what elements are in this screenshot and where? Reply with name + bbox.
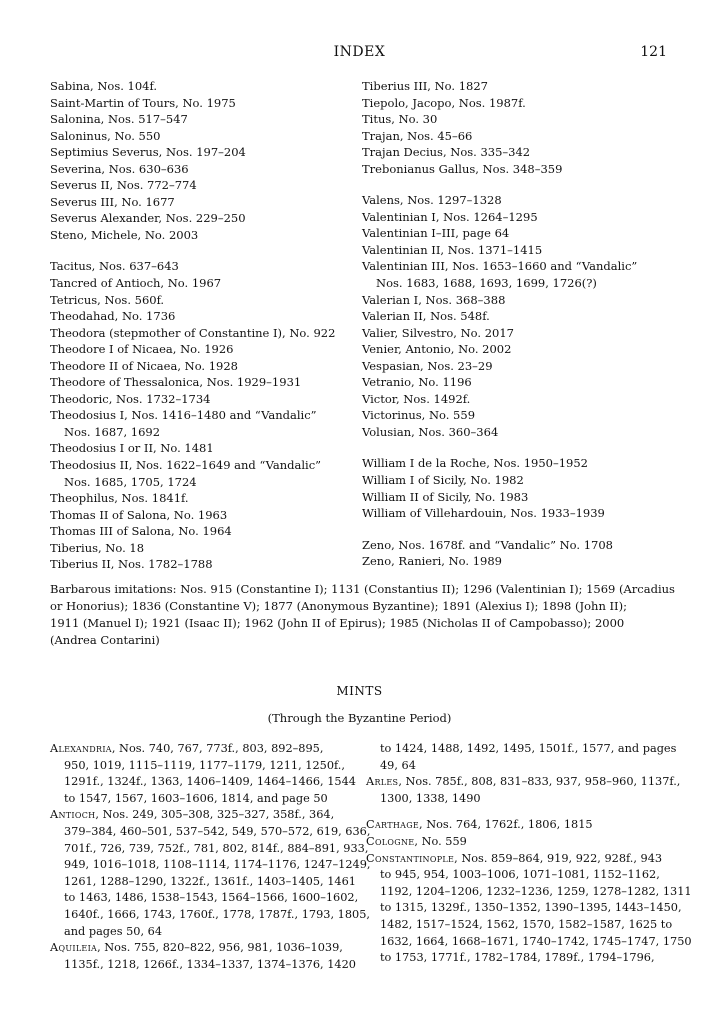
index-entry: Valier, Silvestro, No. 2017	[362, 325, 514, 340]
index-entry: Zeno, Nos. 1678f. and “Vandalic” No. 1708	[362, 537, 613, 552]
index-entry: Venier, Antonio, No. 2002	[362, 342, 512, 357]
mint-refs: and pages 50, 64	[64, 924, 163, 938]
index-entry: Victorinus, No. 559	[362, 408, 476, 423]
barbarous-line: Barbarous imitations: Nos. 915 (Constantine I); 1131 (Constantius II); 1296 (Valentinian I); 1569 (Arcadius	[50, 582, 675, 596]
mint-refs: , Nos. 859–864, 919, 922, 928f., 943	[454, 851, 663, 865]
mint-refs: 1192, 1204–1206, 1232–1236, 1259, 1278–1282, 1311	[380, 884, 692, 898]
index-entry: Tancred of Antioch, No. 1967	[50, 276, 222, 291]
mint-entry-continuation	[50, 824, 371, 841]
mint-name: Constantinople	[366, 851, 455, 865]
index-entry: William of Villehardouin, Nos. 1933–1939	[362, 506, 605, 521]
index-entry: Theodahad, No. 1736	[50, 309, 176, 324]
index-entry: Tiepolo, Jacopo, Nos. 1987f.	[362, 95, 526, 110]
index-entry: Vetranio, No. 1196	[362, 375, 472, 390]
index-entry: Zeno, Ranieri, No. 1989	[362, 554, 502, 569]
index-entry: Volusian, Nos. 360–364	[362, 424, 499, 439]
barbarous-line: or Honorius); 1836 (Constantine V); 1877 (Anonymous Byzantine); 1891 (Alexius I); 1898 (John II);	[50, 599, 627, 613]
index-entry: Nos. 1685, 1705, 1724	[64, 474, 197, 489]
index-entry: Theodore I of Nicaea, No. 1926	[50, 342, 234, 357]
mint-entry-continuation	[50, 924, 355, 941]
mints-section-title: MINTS	[336, 684, 383, 698]
mint-entry-continuation	[366, 867, 671, 884]
index-entry: Severus Alexander, Nos. 229–250	[50, 211, 246, 226]
index-entry: Nos. 1683, 1688, 1693, 1699, 1726(?)	[376, 276, 597, 291]
mint-refs: to 1424, 1488, 1492, 1495, 1501f., 1577, and pages	[380, 742, 677, 755]
index-entry: William II of Sicily, No. 1983	[362, 489, 529, 504]
mint-entry	[50, 940, 355, 957]
mint-refs: 1135f., 1218, 1266f., 1334–1337, 1374–1376, 1420	[64, 957, 356, 971]
mint-refs: 379–384, 460–501, 537–542, 549, 570–572, 619, 636,	[64, 824, 371, 838]
index-entry: Theodosius II, Nos. 1622–1649 and “Vandalic”	[50, 458, 322, 473]
mint-entry-continuation	[366, 950, 671, 967]
mint-refs: to 1463, 1486, 1538–1543, 1564–1566, 1600–1602,	[64, 891, 359, 905]
mints-right-column	[366, 741, 692, 967]
mint-entry-continuation	[50, 857, 371, 874]
index-entry: Valerian I, Nos. 368–388	[362, 292, 506, 307]
mint-refs: to 1547, 1567, 1603–1606, 1814, and page 50	[64, 791, 328, 805]
mint-refs: 49, 64	[380, 758, 416, 772]
mint-entry-continuation	[50, 874, 355, 891]
index-entry: Theodosius I or II, No. 1481	[50, 441, 214, 456]
mint-name: Cologne	[366, 834, 415, 848]
index-entry: Valentinian II, Nos. 1371–1415	[362, 242, 543, 257]
mint-entry-continuation	[50, 907, 370, 924]
mint-entry-continuation	[366, 791, 671, 808]
mint-refs: 1640f., 1666, 1743, 1760f., 1778, 1787f., 1793, 1805,	[64, 907, 370, 921]
entry-gap	[362, 522, 672, 537]
mint-refs: 1261, 1288–1290, 1322f., 1361f., 1403–1405, 1461	[64, 874, 356, 888]
index-entry: Valentinian I–III, page 64	[362, 226, 510, 241]
mints-section-subtitle: (Through the Byzantine Period)	[267, 711, 452, 725]
mint-name: Antioch	[50, 808, 96, 822]
mint-name: Aquileia	[50, 941, 98, 955]
barbarous-line: 1911 (Manuel I); 1921 (Isaac II); 1962 (John II of Epirus); 1985 (Nicholas II of Campobasso); 2000	[50, 616, 625, 630]
mint-refs: to 945, 954, 1003–1006, 1071–1081, 1152–1162,	[380, 868, 660, 882]
index-entry: Severus II, Nos. 772–774	[50, 178, 197, 193]
mint-refs: , Nos. 249, 305–308, 325–327, 358f., 364,	[95, 808, 335, 822]
index-entry: Trajan, Nos. 45–66	[362, 128, 473, 143]
index-right-column	[362, 78, 672, 570]
index-entry: Theodora (stepmother of Constantine I), No. 922	[50, 325, 336, 340]
mint-gap	[366, 807, 671, 817]
mint-name: Carthage	[366, 818, 420, 832]
mint-entry	[50, 741, 355, 758]
mint-entry	[50, 807, 355, 824]
entry-gap	[50, 243, 355, 258]
index-entry: Tacitus, Nos. 637–643	[50, 259, 179, 274]
mints-left-column	[50, 741, 371, 973]
index-entry: Septimius Severus, Nos. 197–204	[50, 145, 246, 160]
index-entry: Steno, Michele, No. 2003	[50, 227, 199, 242]
index-entry: Trebonianus Gallus, Nos. 348–359	[362, 161, 563, 176]
index-entry: Titus, No. 30	[362, 112, 438, 127]
mint-refs: , Nos. 755, 820–822, 956, 981, 1036–1039,	[97, 941, 343, 955]
mint-name: Arles	[366, 775, 399, 789]
index-entry: Theodore II of Nicaea, No. 1928	[50, 358, 238, 373]
barbarous-imitations-note	[50, 581, 675, 649]
mint-entry-continuation	[50, 774, 355, 791]
index-entry: Severina, Nos. 630–636	[50, 161, 189, 176]
index-entry: Saloninus, No. 550	[50, 128, 161, 143]
mint-entry-continuation	[50, 841, 369, 858]
index-entry: Thomas III of Salona, No. 1964	[50, 524, 232, 539]
index-entry: Tiberius, No. 18	[50, 540, 145, 555]
index-entry: Saint-Martin of Tours, No. 1975	[50, 95, 236, 110]
mint-refs: 1291f., 1324f., 1363, 1406–1409, 1464–1466, 1544	[64, 775, 356, 789]
mint-refs: 1482, 1517–1524, 1562, 1570, 1582–1587, 1625 to	[380, 917, 673, 931]
index-entry: Tiberius III, No. 1827	[362, 79, 488, 93]
index-entry: Valentinian III, Nos. 1653–1660 and “Vandalic”	[362, 259, 638, 274]
index-entry: Severus III, No. 1677	[50, 194, 175, 209]
index-entry: Nos. 1687, 1692	[64, 424, 161, 439]
index-entry: Thomas II of Salona, No. 1963	[50, 507, 228, 522]
mint-entry-continuation	[366, 900, 682, 917]
index-entry: Theodosius I, Nos. 1416–1480 and “Vandalic”	[50, 408, 317, 423]
mint-entry-continuation	[50, 758, 355, 775]
index-entry: William I of Sicily, No. 1982	[362, 473, 524, 488]
index-entry: William I de la Roche, Nos. 1950–1952	[362, 456, 588, 471]
mint-entry	[366, 851, 671, 868]
mint-refs: , Nos. 740, 767, 773f., 803, 892–895,	[111, 742, 324, 755]
mint-entry-continuation	[366, 758, 671, 775]
mint-refs: to 1315, 1329f., 1350–1352, 1390–1395, 1443–1450,	[380, 901, 682, 915]
index-entry: Tetricus, Nos. 560f.	[50, 292, 165, 307]
index-entry: Victor, Nos. 1492f.	[362, 391, 471, 406]
mint-refs: 1632, 1664, 1668–1671, 1740–1742, 1745–1747, 1750	[380, 934, 692, 948]
mint-entry-continuation	[366, 934, 692, 951]
mint-refs: , No. 559	[414, 834, 467, 848]
page-title: INDEX	[333, 44, 386, 60]
index-entry: Sabina, Nos. 104f.	[50, 79, 157, 93]
mint-entry-continuation	[366, 741, 677, 758]
index-entry: Trajan Decius, Nos. 335–342	[362, 145, 531, 160]
barbarous-line: (Andrea Contarini)	[50, 633, 160, 647]
index-entry: Salonina, Nos. 517–547	[50, 112, 188, 127]
index-entry: Theodoric, Nos. 1732–1734	[50, 391, 211, 406]
entry-gap	[362, 177, 672, 192]
mint-refs: 950, 1019, 1115–1119, 1177–1179, 1211, 1250f.,	[64, 758, 345, 772]
mint-entry-continuation	[366, 884, 692, 901]
index-entry: Vespasian, Nos. 23–29	[362, 358, 493, 373]
mint-refs: 1300, 1338, 1490	[380, 791, 481, 805]
mint-refs: to 1753, 1771f., 1782–1784, 1789f., 1794–1796,	[380, 951, 655, 965]
index-left-column	[50, 78, 355, 573]
mint-refs: 949, 1016–1018, 1108–1114, 1174–1176, 1247–1249,	[64, 858, 371, 872]
mint-entry	[366, 817, 671, 834]
mint-entry	[366, 774, 681, 791]
entry-gap	[362, 440, 672, 455]
index-entry: Tiberius II, Nos. 1782–1788	[50, 557, 213, 572]
mint-entry-continuation	[50, 791, 355, 808]
mint-entry	[366, 834, 671, 851]
mint-name: Alexandria	[50, 742, 112, 755]
mint-refs: , Nos. 764, 1762f., 1806, 1815	[419, 818, 593, 832]
index-entry: Theophilus, Nos. 1841f.	[50, 491, 189, 506]
index-entry: Theodore of Thessalonica, Nos. 1929–1931	[50, 375, 302, 390]
mint-entry-continuation	[50, 957, 355, 974]
page-number: 121	[640, 44, 667, 60]
index-entry: Valens, Nos. 1297–1328	[362, 193, 502, 208]
mint-refs: 701f., 726, 739, 752f., 781, 802, 814f., 884–891, 933,	[64, 841, 369, 855]
mint-entry-continuation	[366, 917, 671, 934]
index-entry: Valerian II, Nos. 548f.	[362, 309, 490, 324]
index-entry: Valentinian I, Nos. 1264–1295	[362, 209, 538, 224]
mint-entry-continuation	[50, 890, 359, 907]
mint-refs: , Nos. 785f., 808, 831–833, 937, 958–960, 1137f.,	[398, 775, 681, 789]
